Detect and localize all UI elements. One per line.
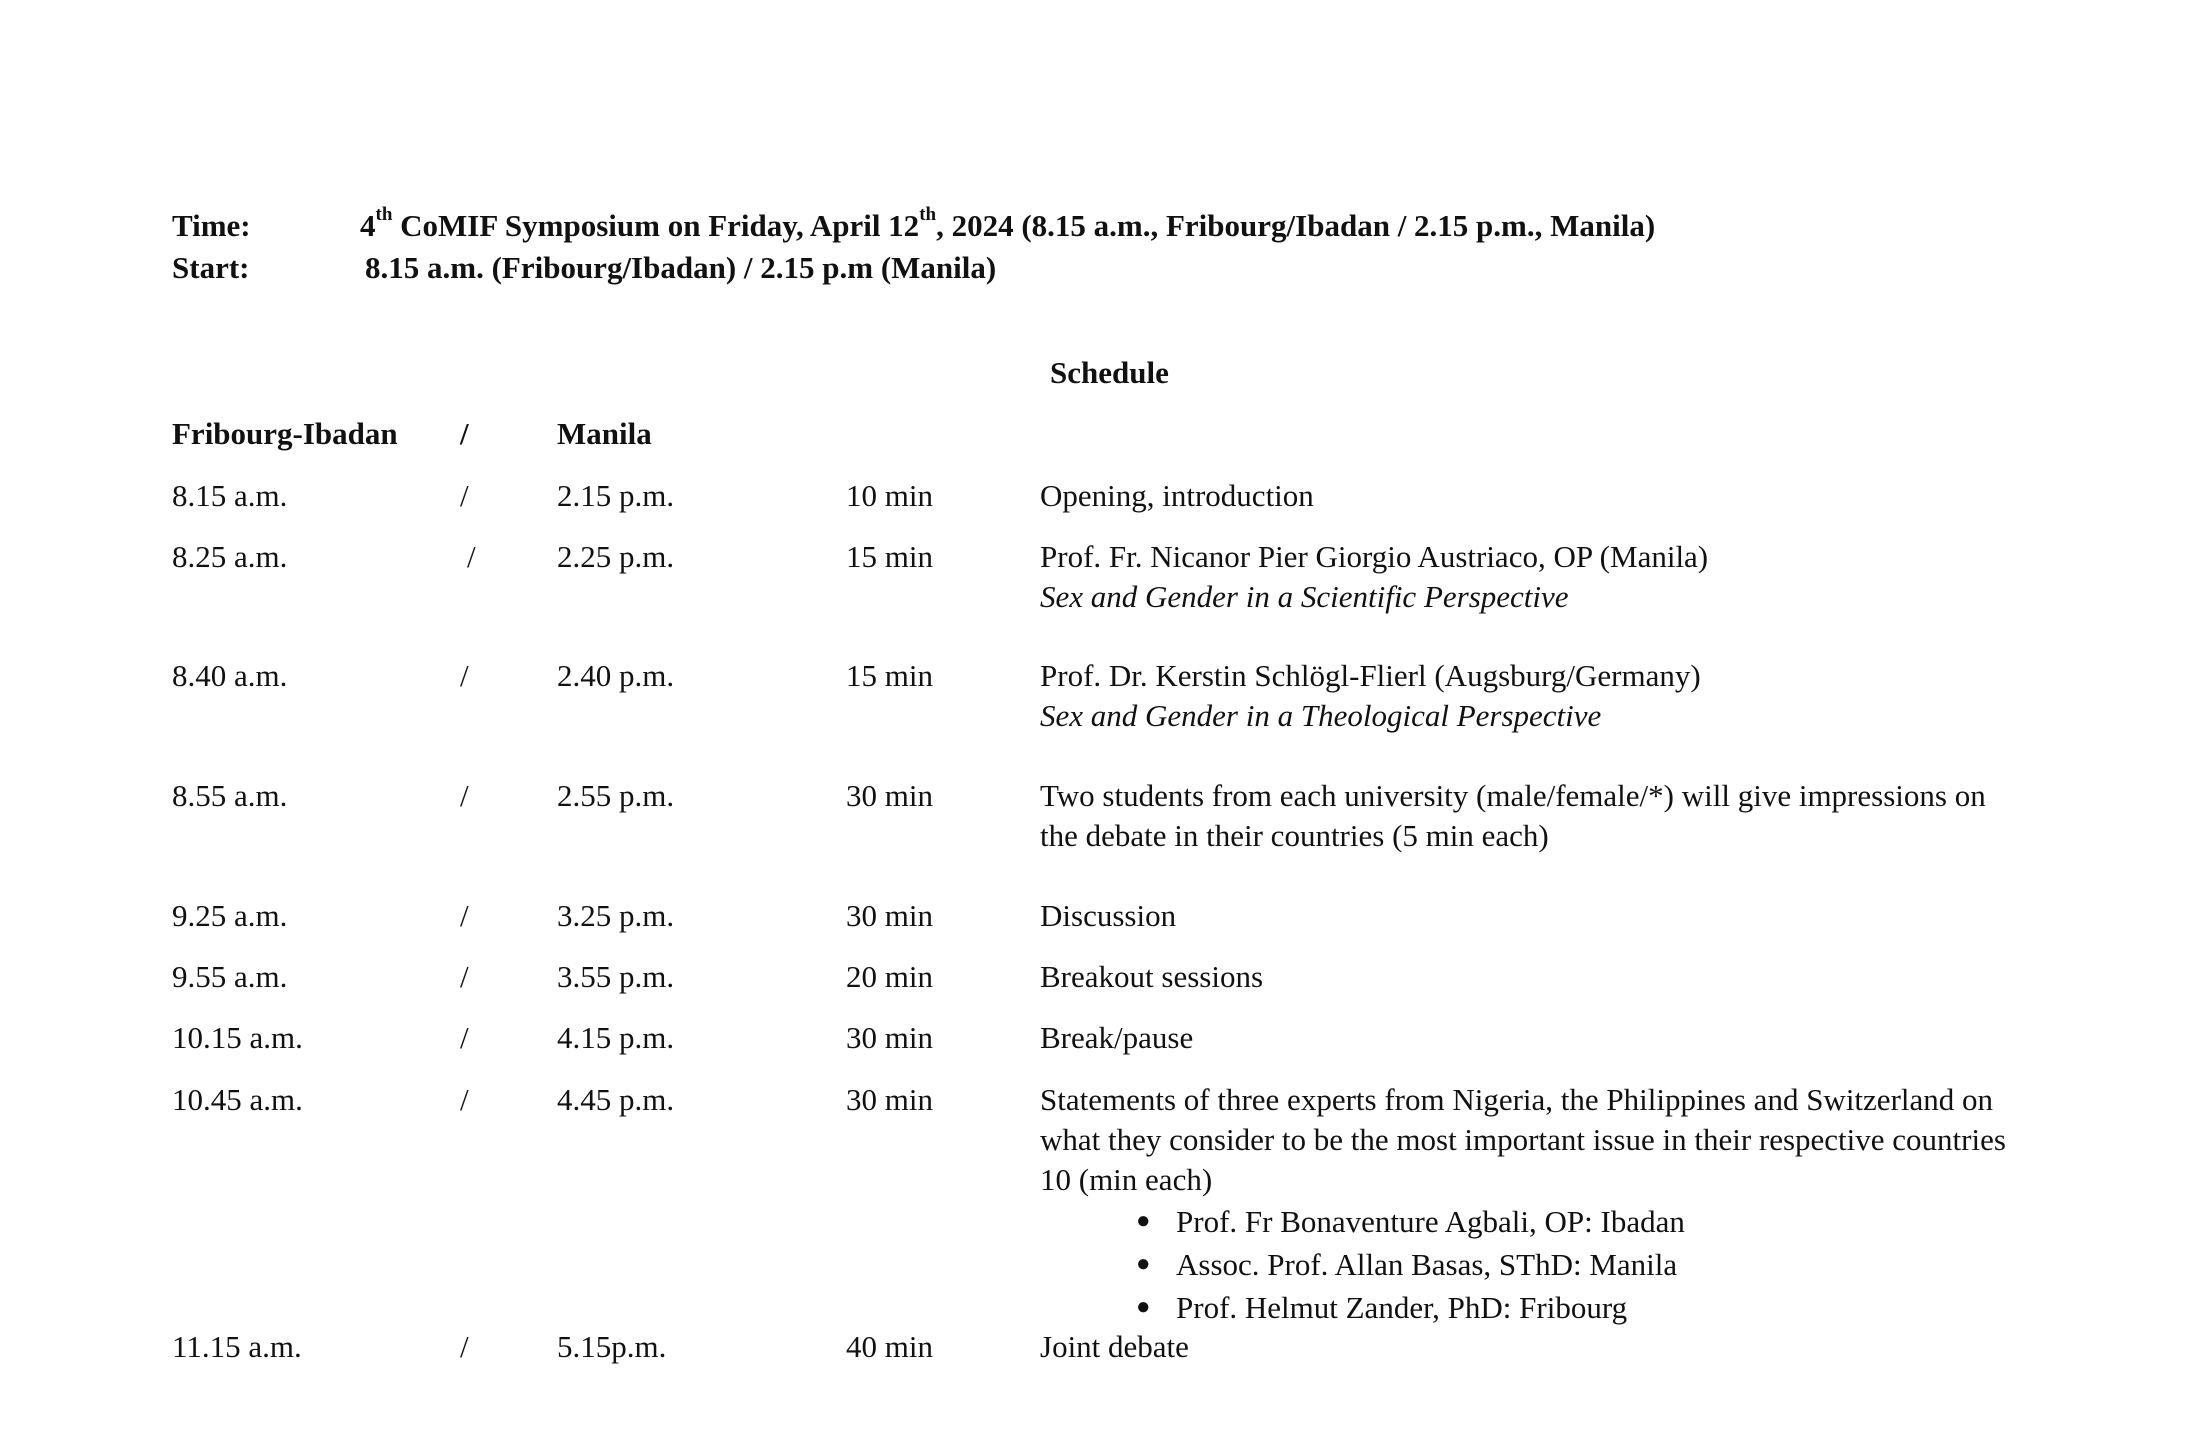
session-description — [1040, 776, 2080, 856]
start-label: Start: — [172, 250, 250, 285]
expert-name: Assoc. Prof. Allan Basas, SThD: Manila — [1176, 1247, 1678, 1282]
bullet-icon: ● — [1136, 1251, 1151, 1277]
time-fribourg-ibadan: 11.15 a.m. — [172, 1329, 302, 1364]
description-line: Statements of three experts from Nigeria, the Philippines and Switzerland on — [1040, 1082, 1994, 1117]
duration: 10 min — [846, 478, 933, 513]
description-line: Breakout sessions — [1040, 959, 1264, 994]
talk-title: Sex and Gender in a Scientific Perspective — [1040, 579, 1569, 614]
session-description — [1040, 1080, 2080, 1329]
column-header-separator: / — [460, 416, 469, 451]
time-fribourg-ibadan: 8.40 a.m. — [172, 658, 288, 693]
duration: 40 min — [846, 1329, 933, 1364]
list-item — [1136, 1243, 2080, 1286]
time-fribourg-ibadan: 8.25 a.m. — [172, 539, 288, 574]
session-description — [1040, 957, 2080, 997]
session-description — [1040, 537, 2080, 617]
description-line: Prof. Fr. Nicanor Pier Giorgio Austriaco, OP (Manila) — [1040, 539, 1709, 574]
time-manila: 2.40 p.m. — [557, 658, 675, 693]
time-event: CoMIF Symposium on Friday, April 12 — [392, 208, 920, 243]
start-value: 8.15 a.m. (Fribourg/Ibadan) / 2.15 p.m (Manila) — [365, 250, 997, 285]
time-manila: 2.25 p.m. — [557, 539, 675, 574]
column-header-manila: Manila — [557, 416, 652, 451]
time-fribourg-ibadan: 9.55 a.m. — [172, 959, 288, 994]
column-header-fribourg: Fribourg-Ibadan — [172, 416, 398, 451]
duration: 30 min — [846, 1082, 933, 1117]
session-description — [1040, 896, 2080, 936]
list-item — [1136, 1200, 2080, 1243]
time-separator: / — [460, 1329, 469, 1364]
session-description — [1040, 656, 2080, 736]
expert-name: Prof. Helmut Zander, PhD: Fribourg — [1176, 1290, 1628, 1325]
time-separator: / — [467, 539, 476, 574]
schedule-title: Schedule — [1050, 355, 1169, 390]
session-description — [1040, 1327, 2080, 1367]
time-date-suffix: th — [919, 204, 937, 225]
bullet-icon: ● — [1136, 1294, 1151, 1320]
time-details: , 2024 (8.15 a.m., Fribourg/Ibadan / 2.15 p.m., Manila) — [936, 208, 1656, 243]
experts-list — [1136, 1200, 2080, 1329]
time-value — [360, 204, 1656, 244]
description-line: Two students from each university (male/female/*) will give impressions on — [1040, 778, 1986, 813]
duration: 15 min — [846, 539, 933, 574]
time-manila: 2.15 p.m. — [557, 478, 675, 513]
duration: 30 min — [846, 1020, 933, 1055]
time-label: Time: — [172, 208, 251, 243]
duration: 30 min — [846, 778, 933, 813]
description-line: Joint debate — [1040, 1329, 1189, 1364]
time-separator: / — [460, 1082, 469, 1117]
description-line: Break/pause — [1040, 1020, 1194, 1055]
time-separator: / — [460, 658, 469, 693]
time-ordinal: 4 — [360, 208, 376, 243]
time-manila: 4.45 p.m. — [557, 1082, 675, 1117]
time-manila: 4.15 p.m. — [557, 1020, 675, 1055]
talk-title: Sex and Gender in a Theological Perspective — [1040, 698, 1602, 733]
description-line: Opening, introduction — [1040, 478, 1314, 513]
time-separator: / — [460, 778, 469, 813]
time-fribourg-ibadan: 8.55 a.m. — [172, 778, 288, 813]
time-manila: 2.55 p.m. — [557, 778, 675, 813]
description-line: the debate in their countries (5 min each) — [1040, 818, 1549, 853]
duration: 15 min — [846, 658, 933, 693]
time-ordinal-suffix: th — [375, 204, 393, 225]
time-separator: / — [460, 959, 469, 994]
description-line: what they consider to be the most important issue in their respective countries — [1040, 1122, 2006, 1157]
time-manila: 5.15p.m. — [557, 1329, 667, 1364]
time-manila: 3.55 p.m. — [557, 959, 675, 994]
time-separator: / — [460, 478, 469, 513]
bullet-icon: ● — [1136, 1208, 1151, 1234]
time-fribourg-ibadan: 10.45 a.m. — [172, 1082, 303, 1117]
time-fribourg-ibadan: 9.25 a.m. — [172, 898, 288, 933]
duration: 30 min — [846, 898, 933, 933]
time-fribourg-ibadan: 8.15 a.m. — [172, 478, 288, 513]
description-line: 10 (min each) — [1040, 1162, 1213, 1197]
time-separator: / — [460, 1020, 469, 1055]
time-fribourg-ibadan: 10.15 a.m. — [172, 1020, 303, 1055]
session-description — [1040, 476, 2080, 516]
time-separator: / — [460, 898, 469, 933]
time-manila: 3.25 p.m. — [557, 898, 675, 933]
description-line: Prof. Dr. Kerstin Schlögl-Flierl (Augsburg/Germany) — [1040, 658, 1701, 693]
session-description — [1040, 1018, 2080, 1058]
expert-name: Prof. Fr Bonaventure Agbali, OP: Ibadan — [1176, 1204, 1685, 1239]
description-line: Discussion — [1040, 898, 1177, 933]
duration: 20 min — [846, 959, 933, 994]
list-item — [1136, 1286, 2080, 1329]
